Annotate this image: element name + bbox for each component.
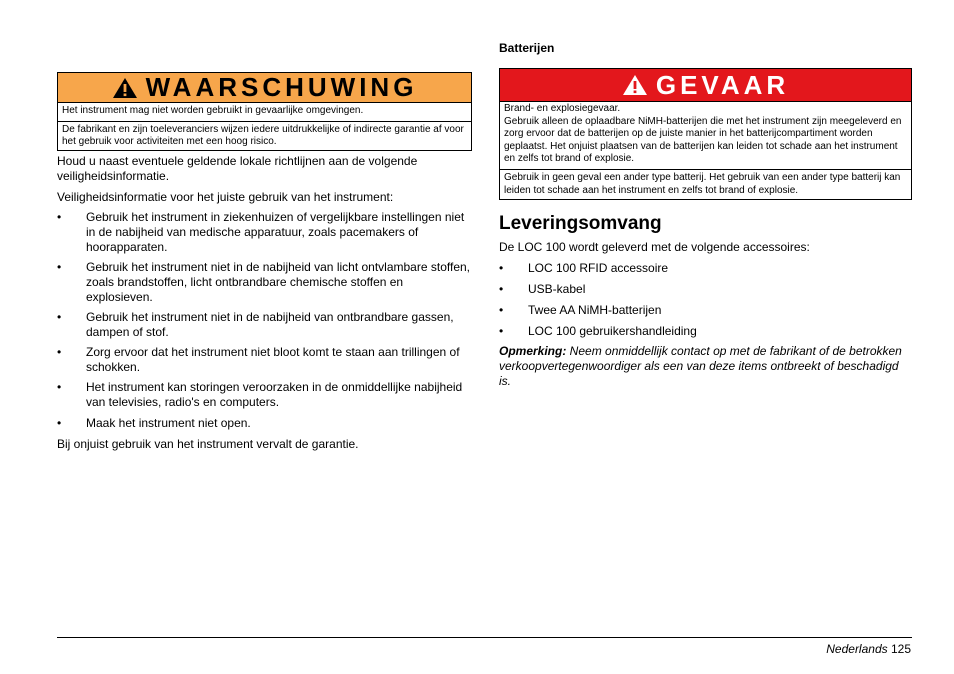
list-item-text: Gebruik het instrument niet in de nabijheid van licht ontvlambare stoffen, zoals brandstoffen, licht ontbrandbare chemische stoffen en explosieven. — [86, 260, 470, 304]
list-item-text: LOC 100 RFID accessoire — [528, 261, 669, 275]
bullet-marker: • — [57, 210, 62, 224]
bullet-marker: • — [57, 416, 62, 430]
page-footer — [826, 642, 911, 656]
page-number: 125 — [890, 642, 911, 656]
scope-intro: De LOC 100 wordt geleverd met de volgende accessoires: — [499, 240, 810, 254]
bullet-marker: • — [499, 303, 504, 317]
list-item-text: Gebruik het instrument in ziekenhuizen of vergelijkbare instellingen niet in de nabijheid van medische apparatuur, zoals pacemakers of hoorapparaten. — [86, 210, 465, 254]
list-item — [57, 380, 472, 412]
warning-line-2: De fabrikant en zijn toeleveranciers wijzen iedere uitdrukkelijke of indirecte garantie af voor het gebruik voor activiteiten met een hoog risico. — [58, 121, 471, 149]
list-item-text: USB-kabel — [528, 282, 586, 296]
note-paragraph — [499, 344, 912, 389]
list-item-text: Het instrument kan storingen veroorzaken in de onmiddellijke nabijheid van televisies, radio's en computers. — [86, 380, 463, 409]
list-item-text: Zorg ervoor dat het instrument niet bloot komt te staan aan trillingen of schokken. — [86, 345, 460, 374]
danger-paragraph-2: Gebruik in geen geval een ander type batterij. Het gebruik van een ander type batterij kan leiden tot schade aan het instrument en zelfs tot brand of explosie. — [500, 169, 911, 197]
list-item — [499, 303, 912, 319]
bullet-marker: • — [57, 260, 62, 274]
warning-box — [57, 72, 472, 151]
warning-title: WAARSCHUWING — [145, 72, 418, 102]
warranty-paragraph: Bij onjuist gebruik van het instrument vervalt de garantie. — [57, 437, 359, 451]
scope-heading: Leveringsomvang — [499, 213, 662, 234]
footer-divider — [57, 637, 912, 638]
list-item — [499, 261, 912, 277]
list-item — [499, 324, 912, 340]
list-item-text: Twee AA NiMH-batterijen — [528, 303, 662, 317]
bullet-marker: • — [57, 345, 62, 359]
note-label: Opmerking: — [499, 344, 567, 358]
danger-paragraph-1: Brand- en explosiegevaar. Gebruik alleen de oplaadbare NiMH-batterijen die met het instrument zijn meegeleverd en zorg ervoor dat de batterijen op de juiste manier in het batterijcompartiment worden geplaatst. Het onjuist plaatsen van de batterijen kan leiden tot schade aan het instrument en zelfs tot brand of explosie. — [504, 103, 902, 165]
warning-line-1: Het instrument mag niet worden gebruikt in gevaarlijke omgevingen. — [62, 105, 364, 116]
list-item — [57, 210, 472, 256]
list-item — [499, 282, 912, 298]
bullet-marker: • — [57, 310, 62, 324]
list-item-text: LOC 100 gebruikershandleiding — [528, 324, 697, 338]
note-text: Neem onmiddellijk contact op met de fabrikant of de betrokken verkoopvertegenwoordiger als een van deze items ontbreekt of beschadigd is. — [499, 344, 902, 388]
danger-triangle-icon — [622, 74, 648, 96]
danger-title: GEVAAR — [655, 69, 790, 100]
list-item — [57, 260, 472, 306]
list-item — [57, 416, 472, 432]
warning-triangle-icon — [112, 77, 138, 99]
list-item-text: Maak het instrument niet open. — [86, 416, 251, 430]
danger-title-bar — [500, 69, 911, 102]
list-item — [57, 345, 472, 377]
bullet-marker: • — [499, 261, 504, 275]
bullet-marker: • — [499, 324, 504, 338]
intro-paragraph: Houd u naast eventuele geldende lokale richtlijnen aan de volgende veiligheidsinformatie. — [57, 154, 418, 183]
list-item-text: Gebruik het instrument niet in de nabijheid van ontbrandbare gassen, dampen of stof. — [86, 310, 454, 339]
list-item — [57, 310, 472, 342]
safety-info-paragraph: Veiligheidsinformatie voor het juiste gebruik van het instrument: — [57, 190, 394, 204]
batteries-heading: Batterijen — [499, 41, 555, 55]
warning-title-bar — [58, 73, 471, 103]
danger-box — [499, 68, 912, 200]
bullet-marker: • — [57, 380, 62, 394]
bullet-marker: • — [499, 282, 504, 296]
footer-language: Nederlands — [826, 642, 888, 656]
